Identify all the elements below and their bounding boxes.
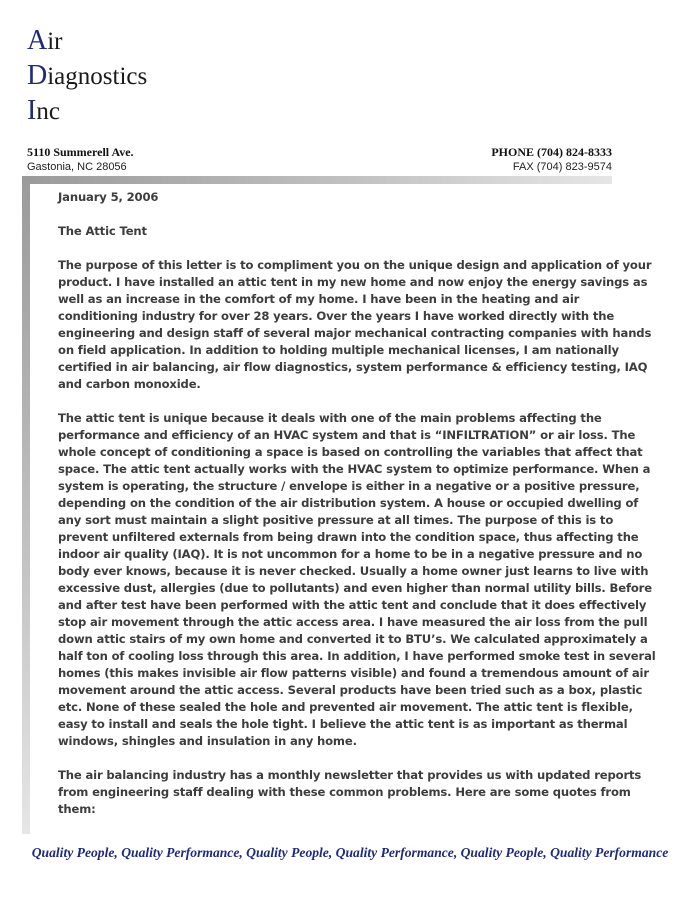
fax-number: FAX (704) 823-9574: [512, 161, 612, 173]
logo-text: ir: [47, 28, 63, 55]
logo-initial: A: [27, 25, 48, 56]
vertical-rule: [22, 176, 30, 834]
logo-line-3: [27, 94, 147, 129]
letter-subject: The Attic Tent: [58, 224, 147, 238]
company-address: [27, 145, 134, 175]
footer-tagline: Quality People, Quality Performance, Quality People, Quality Performance, Quality People, Quality Performance: [31, 845, 669, 860]
logo-line-2: [27, 59, 147, 94]
city-state-zip: Gastonia, NC 28056: [27, 161, 127, 173]
logo-text: nc: [36, 98, 60, 125]
logo-text: iagnostics: [47, 63, 148, 90]
company-logo: [27, 24, 147, 129]
horizontal-rule: [22, 176, 612, 184]
letter-paragraph: The air balancing industry has a monthly newsletter that provides us with updated reports from engineering staff dealing with these common problems. Here are some quotes from them:: [58, 768, 642, 816]
logo-line-1: [27, 24, 147, 59]
logo-initial: I: [27, 95, 37, 126]
phone-number: PHONE (704) 824-8333: [491, 145, 612, 159]
letter-date: January 5, 2006: [58, 190, 159, 204]
letter-paragraph: The attic tent is unique because it deals with one of the main problems affecting the performance and efficiency of an HVAC system and that is “INFILTRATION” or air loss. The whole concept of conditioning a space is based on controlling the variables that affect that space. The attic tent actually works with the HVAC system to optimize performance. When a system is operating, the structure / envelope is either in a negative or a positive pressure, depending on the condition of the air distribution system. A house or occupied dwelling of any sort must maintain a slight positive pressure at all times. The purpose of this is to prevent unfiltered externals from being drawn into the condition space, thus affecting the indoor air quality (IAQ). It is not uncommon for a home to be in a negative pressure and no body ever knows, because it is never checked. Usually a home owner just learns to live with excessive dust, allergies (due to pollutants) and even higher than normal utility bills. Before and after test have been performed with the attic tent and conclude that it does effectively stop air movement through the attic access area. I have measured the air loss from the pull down attic stairs of my own home and converted it to BTU’s. We calculated approximately a half ton of cooling loss through this area. In addition, I have performed smoke test in several homes (this makes invisible air flow patterns visible) and found a tremendous amount of air movement around the attic access. Several products have been tried such as a box, plastic etc. None of these sealed the hole and prevented air movement. The attic tent is flexible, easy to install and seals the hole tight. I believe the attic tent is as important as thermal windows, shingles and insulation in any home.: [58, 411, 656, 748]
letter-paragraph: The purpose of this letter is to compliment you on the unique design and application of your product. I have installed an attic tent in my new home and now enjoy the energy savings as well as an increase in the comfort of my home. I have been in the heating and air conditioning industry for over 28 years. Over the years I have worked directly with the engineering and design staff of several major mechanical contracting companies with hands on field application. In addition to holding multiple mechanical licenses, I am nationally certified in air balancing, air flow diagnostics, system performance & efficiency testing, IAQ and carbon monoxide.: [58, 258, 652, 391]
company-contact: [491, 145, 612, 175]
letter-body: [58, 189, 660, 818]
street-address: 5110 Summerell Ave.: [27, 145, 134, 159]
logo-initial: D: [27, 60, 48, 91]
